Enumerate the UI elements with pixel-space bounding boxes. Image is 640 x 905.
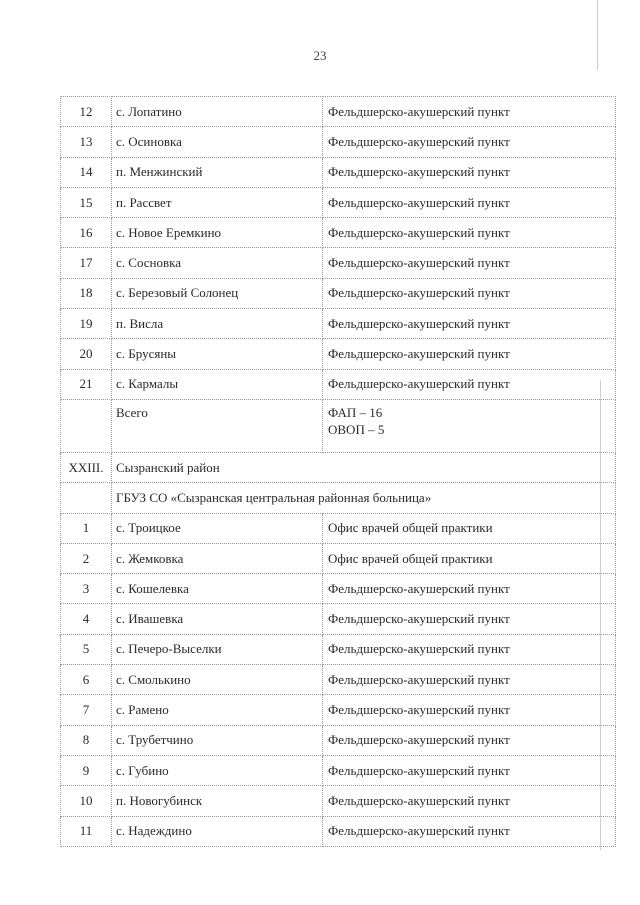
total-label: Всего xyxy=(112,399,323,452)
settlement-name: с. Надеждино xyxy=(112,816,323,846)
facility-type: Фельдшерско-акушерский пункт xyxy=(323,665,616,695)
section-number: XXIII. xyxy=(61,452,112,482)
table-row xyxy=(61,127,616,157)
total-values xyxy=(323,399,616,452)
settlement-name: с. Осиновка xyxy=(112,127,323,157)
row-number: 4 xyxy=(61,604,112,634)
page-number: 23 xyxy=(313,48,327,63)
settlement-name: с. Сосновка xyxy=(112,248,323,278)
table-row xyxy=(61,309,616,339)
table-row xyxy=(61,218,616,248)
row-number: 21 xyxy=(61,369,112,399)
hospital-row xyxy=(61,483,616,513)
row-number: 6 xyxy=(61,665,112,695)
table-row xyxy=(61,634,616,664)
hospital-name: ГБУЗ СО «Сызранская центральная районная больница» xyxy=(112,483,616,513)
facility-type: Фельдшерско-акушерский пункт xyxy=(323,786,616,816)
table-row xyxy=(61,248,616,278)
settlement-name: с. Жемковка xyxy=(112,543,323,573)
scan-edge-mark xyxy=(597,0,598,70)
settlement-name: п. Менжинский xyxy=(112,157,323,187)
total-row xyxy=(61,399,616,452)
facility-type: Офис врачей общей практики xyxy=(323,543,616,573)
settlement-name: п. Рассвет xyxy=(112,187,323,217)
row-number: 1 xyxy=(61,513,112,543)
row-number: 17 xyxy=(61,248,112,278)
table-row xyxy=(61,695,616,725)
settlement-name: с. Кошелевка xyxy=(112,574,323,604)
settlement-name: с. Березовый Солонец xyxy=(112,278,323,308)
row-number: 16 xyxy=(61,218,112,248)
table-row xyxy=(61,665,616,695)
settlement-name: с. Новое Еремкино xyxy=(112,218,323,248)
section-row xyxy=(61,452,616,482)
settlement-name: с. Кармалы xyxy=(112,369,323,399)
row-number: 19 xyxy=(61,309,112,339)
facility-type: Фельдшерско-акушерский пункт xyxy=(323,634,616,664)
row-number: 2 xyxy=(61,543,112,573)
facility-type: Фельдшерско-акушерский пункт xyxy=(323,127,616,157)
facility-type: Фельдшерско-акушерский пункт xyxy=(323,725,616,755)
row-number: 7 xyxy=(61,695,112,725)
table-row xyxy=(61,97,616,127)
facility-type: Фельдшерско-акушерский пункт xyxy=(323,695,616,725)
facility-type: Фельдшерско-акушерский пункт xyxy=(323,248,616,278)
settlement-name: с. Рамено xyxy=(112,695,323,725)
table-row xyxy=(61,755,616,785)
facility-type: Фельдшерско-акушерский пункт xyxy=(323,369,616,399)
settlement-name: с. Брусяны xyxy=(112,339,323,369)
row-number: 15 xyxy=(61,187,112,217)
table-row xyxy=(61,157,616,187)
facility-type: Фельдшерско-акушерский пункт xyxy=(323,278,616,308)
facility-type: Фельдшерско-акушерский пункт xyxy=(323,187,616,217)
facility-type: Фельдшерско-акушерский пункт xyxy=(323,816,616,846)
facility-type: Фельдшерско-акушерский пункт xyxy=(323,604,616,634)
row-number: 14 xyxy=(61,157,112,187)
settlement-name: п. Новогубинск xyxy=(112,786,323,816)
table-row xyxy=(61,786,616,816)
facility-type: Фельдшерско-акушерский пункт xyxy=(323,309,616,339)
table-row xyxy=(61,604,616,634)
row-number: 9 xyxy=(61,755,112,785)
row-number: 13 xyxy=(61,127,112,157)
table-row xyxy=(61,543,616,573)
total-fap: ФАП – 16 xyxy=(328,404,383,420)
table-row xyxy=(61,278,616,308)
table-row xyxy=(61,725,616,755)
section-title: Сызранский район xyxy=(112,452,616,482)
facility-type: Фельдшерско-акушерский пункт xyxy=(323,755,616,785)
table-row xyxy=(61,513,616,543)
row-number: 12 xyxy=(61,97,112,127)
settlement-name: с. Ивашевка xyxy=(112,604,323,634)
settlement-name: с. Смолькино xyxy=(112,665,323,695)
facility-type: Офис врачей общей практики xyxy=(323,513,616,543)
row-number: 10 xyxy=(61,786,112,816)
facility-type: Фельдшерско-акушерский пункт xyxy=(323,157,616,187)
settlement-name: с. Трубетчино xyxy=(112,725,323,755)
facilities-table xyxy=(60,96,616,847)
row-number: 5 xyxy=(61,634,112,664)
row-number: 8 xyxy=(61,725,112,755)
facility-type: Фельдшерско-акушерский пункт xyxy=(323,218,616,248)
total-ovop: ОВОП – 5 xyxy=(328,421,385,437)
table-row xyxy=(61,574,616,604)
table-row xyxy=(61,369,616,399)
facility-type: Фельдшерско-акушерский пункт xyxy=(323,574,616,604)
row-number: 3 xyxy=(61,574,112,604)
facility-type: Фельдшерско-акушерский пункт xyxy=(323,97,616,127)
table-row xyxy=(61,816,616,846)
hospital-num-cell xyxy=(61,483,112,513)
row-number: 20 xyxy=(61,339,112,369)
row-number: 18 xyxy=(61,278,112,308)
total-num-cell xyxy=(61,399,112,452)
settlement-name: с. Лопатино xyxy=(112,97,323,127)
settlement-name: с. Губино xyxy=(112,755,323,785)
table-row xyxy=(61,339,616,369)
row-number: 11 xyxy=(61,816,112,846)
settlement-name: с. Печеро-Выселки xyxy=(112,634,323,664)
facility-type: Фельдшерско-акушерский пункт xyxy=(323,339,616,369)
table-row xyxy=(61,187,616,217)
settlement-name: с. Троицкое xyxy=(112,513,323,543)
settlement-name: п. Висла xyxy=(112,309,323,339)
